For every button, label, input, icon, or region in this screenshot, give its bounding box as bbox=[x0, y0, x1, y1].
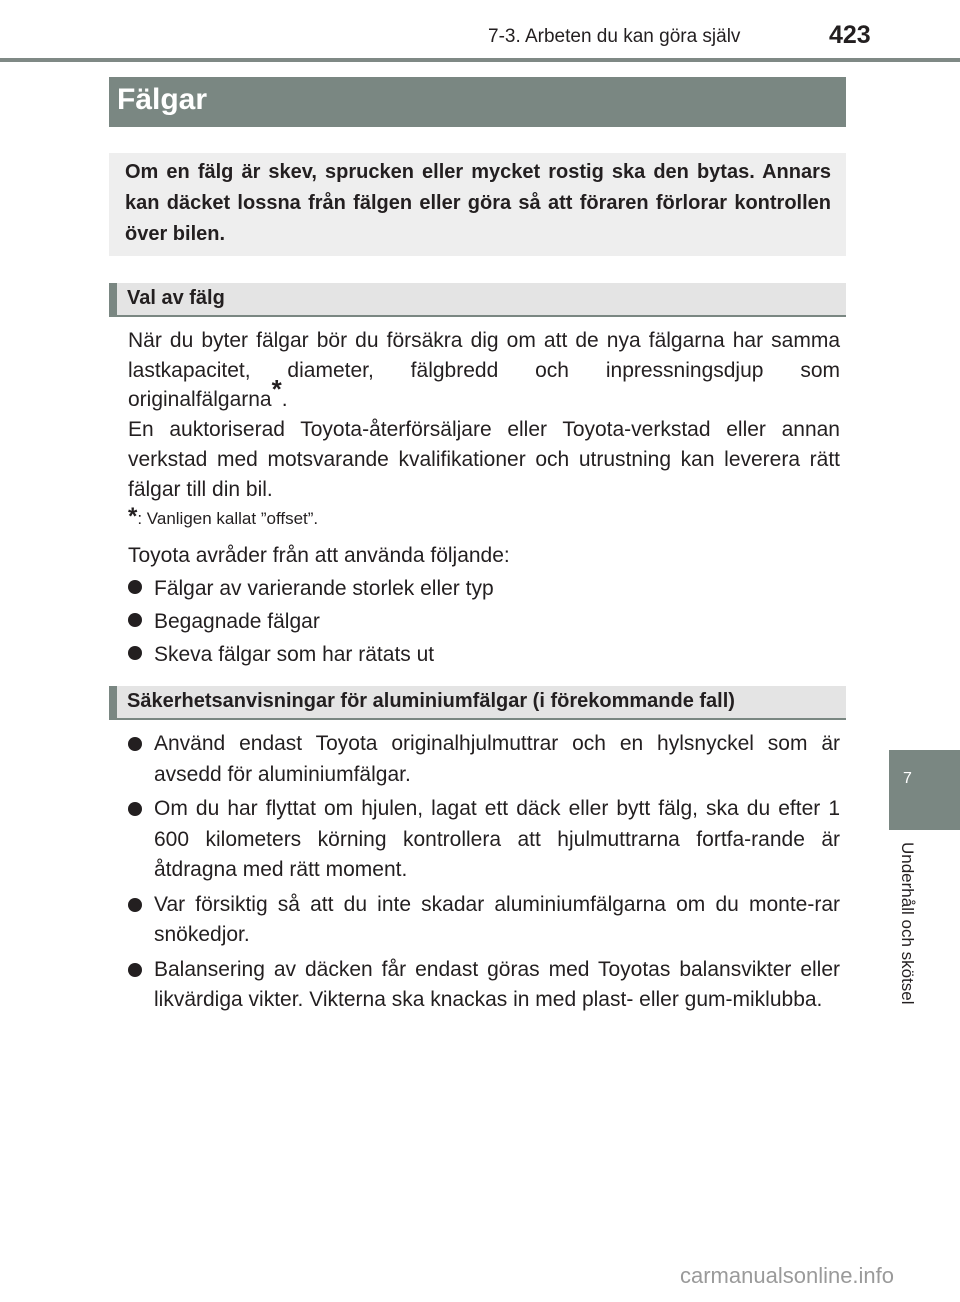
page-number: 423 bbox=[829, 21, 871, 49]
bullet-icon bbox=[128, 646, 142, 660]
list-item bbox=[128, 890, 840, 951]
chapter-number: 7 bbox=[903, 770, 912, 787]
footnote-marker: * bbox=[128, 503, 138, 531]
page-title: Fälgar bbox=[117, 83, 208, 116]
paragraph-end: . bbox=[281, 388, 288, 412]
bullet-icon bbox=[128, 737, 142, 751]
paragraph bbox=[128, 326, 840, 415]
intro-text: Om en fälg är skev, sprucken eller mycket rostig ska den bytas. Annars kan däcket lossna från fälgen eller göra så att föraren förlorar kontrollen över bilen. bbox=[125, 161, 831, 245]
list-item-text: Balansering av däcken får endast göras med Toyotas balansvikter eller likvärdiga vikter. Vikterna ska knackas in med plast- eller gum-miklubba. bbox=[154, 957, 840, 1011]
lead-text: Toyota avråder från att använda följande: bbox=[128, 544, 510, 568]
footnote bbox=[128, 504, 840, 532]
list-item bbox=[128, 638, 840, 671]
list-item-text: Var försiktig så att du inte skadar aluminiumfälgarna om du monte-rar snökedjor. bbox=[154, 892, 840, 946]
section-heading-text: Säkerhetsanvisningar för aluminiumfälgar (i förekommande fall) bbox=[127, 690, 735, 712]
list-item bbox=[128, 729, 840, 790]
chapter-label: Underhåll och skötsel bbox=[898, 842, 917, 1005]
bullet-icon bbox=[128, 802, 142, 816]
header-divider bbox=[0, 58, 960, 62]
list-item bbox=[128, 794, 840, 886]
footnote-marker: * bbox=[271, 374, 282, 405]
list-item-text: Begagnade fälgar bbox=[154, 610, 320, 634]
chapter-tab bbox=[889, 750, 960, 830]
list-item-text: Använd endast Toyota originalhjulmuttrar och en hylsnyckel som är avsedd för aluminiumfälgar. bbox=[154, 732, 840, 786]
bullet-icon bbox=[128, 613, 142, 627]
list-item-text: Om du har flyttat om hjulen, lagat ett däck eller bytt fälg, ska du efter 1 600 kilometers körning kontrollera att hjulmuttrarna fortfa-rande är åtdragna med rätt moment. bbox=[154, 797, 840, 881]
footnote-text: : Vanligen kallat ”offset”. bbox=[137, 509, 319, 529]
intro-box bbox=[109, 153, 846, 256]
paragraph: En auktoriserad Toyota-återförsäljare eller Toyota-verkstad eller annan verkstad med motsvarande kvalifikationer och utrustning kan leverera rätt fälgar till din bil. bbox=[128, 418, 840, 501]
paragraph-text: När du byter fälgar bör du försäkra dig om att de nya fälgarna har samma lastkapacitet, diameter, fälgbredd och inpressningsdjup som originalfälgarna bbox=[128, 329, 840, 412]
page-title-bar bbox=[109, 77, 846, 127]
bullet-icon bbox=[128, 898, 142, 912]
list-item bbox=[128, 955, 840, 1016]
bullet-icon bbox=[128, 963, 142, 977]
section1-body bbox=[128, 326, 840, 671]
running-header-section: 7-3. Arbeten du kan göra själv bbox=[488, 26, 741, 47]
list-item-text: Fälgar av varierande storlek eller typ bbox=[154, 577, 494, 601]
section-heading-text: Val av fälg bbox=[127, 287, 225, 309]
safety-list bbox=[128, 729, 840, 1016]
list-item bbox=[128, 572, 840, 605]
section2-body bbox=[128, 729, 840, 1016]
list-item-text: Skeva fälgar som har rätats ut bbox=[154, 643, 435, 667]
bullet-icon bbox=[128, 580, 142, 594]
watermark: carmanualsonline.info bbox=[680, 1263, 895, 1288]
section-heading-safety bbox=[109, 686, 846, 720]
list-item bbox=[128, 605, 840, 638]
avoid-list bbox=[128, 572, 840, 671]
section-heading-val-av-falg bbox=[109, 283, 846, 317]
